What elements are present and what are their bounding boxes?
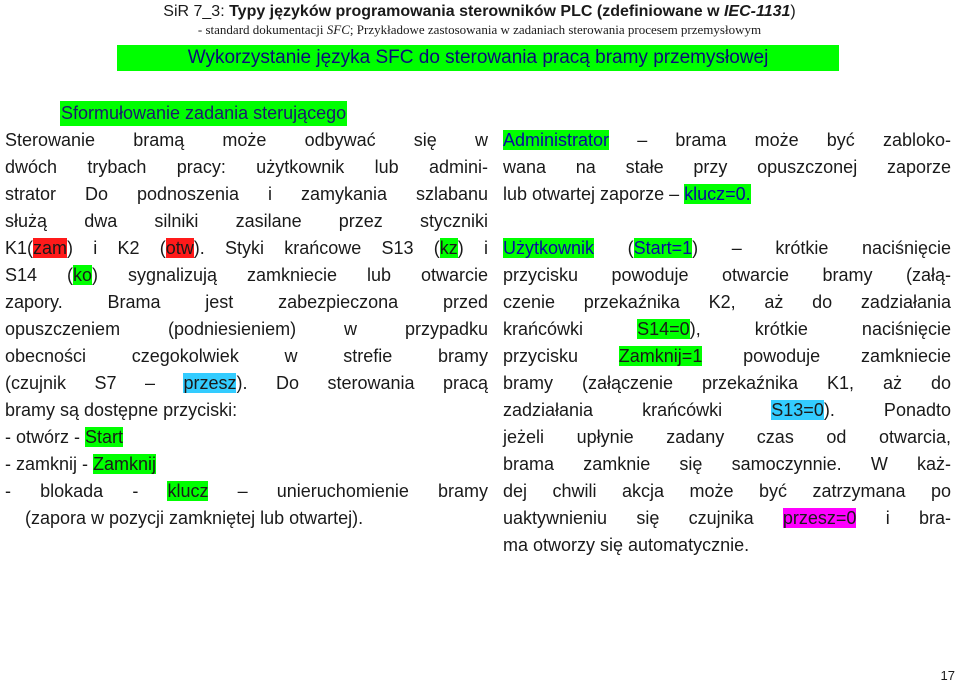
text-line: przycisku Zamknij=1 powoduje zamkniecie [503, 346, 951, 366]
text-line: (czujnik S7 – przesz). Do sterowania pracą [5, 373, 488, 393]
list-item: - otwórz - Start [5, 427, 124, 447]
text-line: zapory. Brama jest zabezpieczona przed [5, 292, 488, 312]
highlight-zamknij1: Zamknij=1 [618, 346, 703, 366]
header-title [0, 2, 959, 22]
title-italic: IEC-1131 [723, 3, 791, 20]
text-line: przycisku powoduje otwarcie bramy (załą- [503, 265, 951, 285]
text-line: K1(zam) i K2 (otw). Styki krańcowe S13 (kz) i [5, 238, 488, 258]
highlight-klucz0: klucz=0. [684, 184, 751, 204]
header-subtitle [0, 22, 959, 38]
highlight-przesz: przesz [183, 373, 237, 393]
text-line: jeżeli upłynie zadany czas od otwarcia, [503, 427, 951, 447]
text-line: Użytkownik (Start=1) – krótkie naciśnięcie [503, 238, 952, 258]
text-line: zadziałania krańcówki S13=0). Ponadto [503, 400, 951, 420]
text-line: bramy (załączenie przekaźnika K1, aż do [503, 373, 951, 393]
right-column [503, 127, 951, 559]
text-line: ma otworzy się automatycznie. [503, 535, 750, 555]
list-item: - blokada - klucz – unieruchomienie bramy [5, 481, 489, 501]
highlight-uzytkownik: Użytkownik [503, 238, 595, 258]
highlight-administrator: Administrator [503, 130, 610, 150]
list-item: - zamknij - Zamknij [5, 454, 157, 474]
text-line: służą dwa silniki zasilane przez styczniki [5, 211, 488, 231]
highlight-otw: otw [165, 238, 194, 258]
text-line: opuszczeniem (podniesieniem) w przypadku [5, 319, 488, 339]
section-title: Sformułowanie zadania sterującego [60, 101, 347, 126]
text-line: S14 (ko) sygnalizują zamkniecie lub otwarcie [5, 265, 488, 285]
text-line: strator Do podnoszenia i zamykania szlabanu [5, 184, 488, 204]
subtitle-part: ; Przykładowe zastosowania w zadaniach sterowania procesem przemysłowym [349, 22, 762, 37]
text-line: dwóch trybach pracy: użytkownik lub admini- [5, 157, 488, 177]
course-code: SiR 7_3: [163, 3, 230, 20]
text-line: (zapora w pozycji zamkniętej lub otwartej). [25, 508, 364, 528]
text-line: brama zamknie się samoczynnie. W każ- [503, 454, 951, 474]
highlight-s130: S13=0 [771, 400, 824, 420]
left-column [5, 127, 488, 532]
text-line: lub otwartej zaporze – klucz=0. [503, 184, 751, 204]
highlight-start1: Start=1 [633, 238, 693, 258]
subtitle-part: - standard dokumentacji [197, 22, 327, 37]
title-bold: Typy języków programowania sterowników PLC (zdefiniowane w [229, 3, 724, 20]
slide-title: Wykorzystanie języka SFC do sterowania pracą bramy przemysłowej [117, 45, 839, 71]
title-end: ) [790, 3, 796, 20]
slide-header [0, 2, 959, 38]
text-line: bramy są dostępne przyciski: [5, 400, 238, 420]
highlight-zam: zam [33, 238, 68, 258]
highlight-s140: S14=0 [637, 319, 690, 339]
text-line: wana na stałe przy opuszczonej zaporze [503, 157, 951, 177]
highlight-klucz: klucz [167, 481, 209, 501]
spacer [503, 208, 951, 235]
text-line: Administrator – brama może być zabloko- [503, 130, 951, 150]
subtitle-italic: SFC [326, 22, 350, 37]
highlight-kz: kz [439, 238, 458, 258]
highlight-przesz0: przesz=0 [782, 508, 857, 528]
text-line: uaktywnieniu się czujnika przesz=0 i bra- [503, 508, 951, 528]
page-number: 17 [940, 668, 955, 683]
highlight-start: Start [85, 427, 124, 447]
text-line: Sterowanie bramą może odbywać się w [5, 130, 488, 150]
text-line: obecności czegokolwiek w strefie bramy [5, 346, 488, 366]
text-line: czenie przekaźnika K2, aż do zadziałania [503, 292, 951, 312]
highlight-zamknij: Zamknij [93, 454, 157, 474]
text-line: dej chwili akcja może być zatrzymana po [503, 481, 951, 501]
highlight-ko: ko [73, 265, 93, 285]
text-line: krańcówki S14=0), krótkie naciśnięcie [503, 319, 951, 339]
